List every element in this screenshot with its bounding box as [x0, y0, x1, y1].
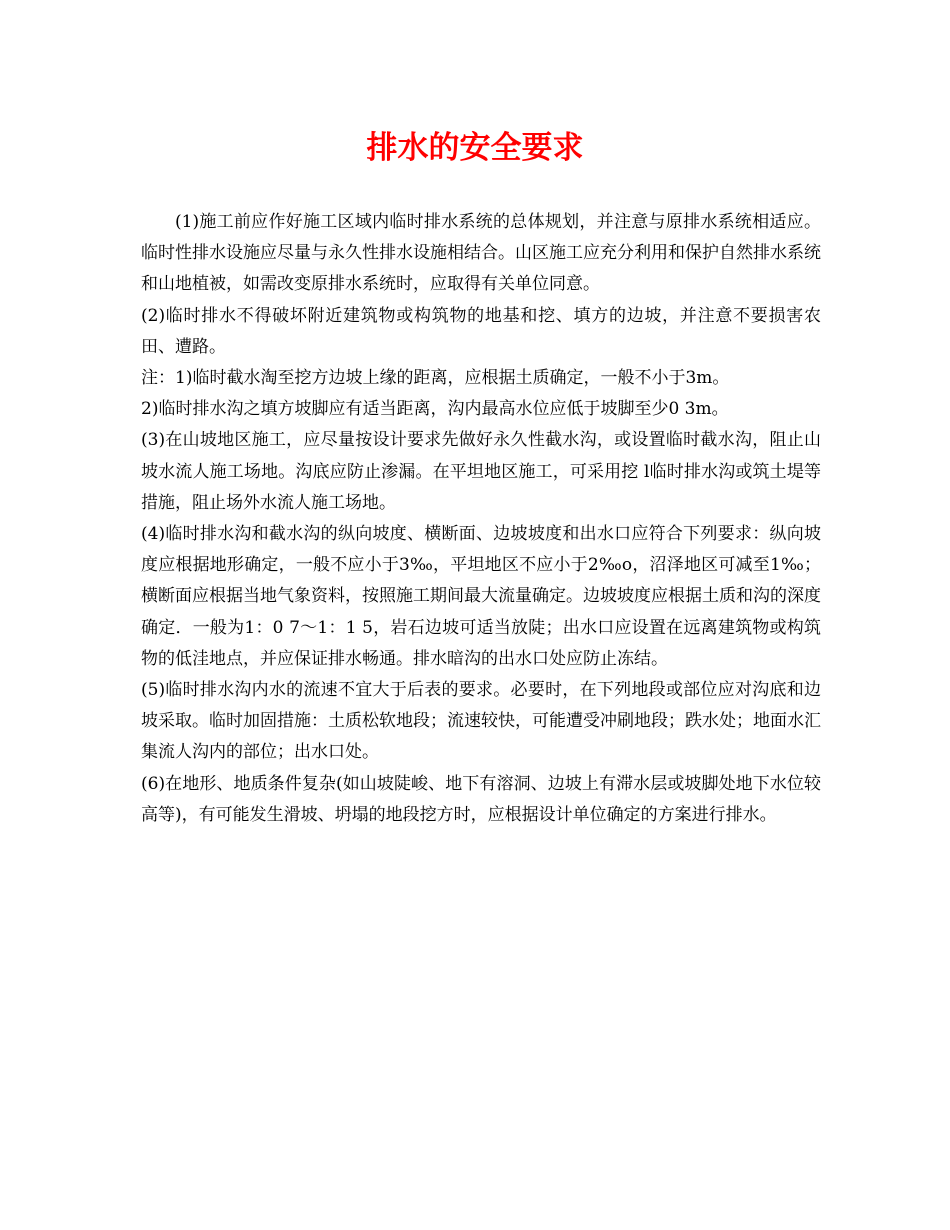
note-1: 注：1)临时截水淘至挖方边坡上缘的距离，应根据土质确定，一般不小于3m。 — [141, 368, 730, 389]
paragraph-6: (6)在地形、地质条件复杂(如山坡陡峻、地下有溶洞、边坡上有滞水层或坡脚处地下水位较高等)，有可能发生滑坡、坍塌的地段挖方时，应根据设计单位确定的方案进行排水。 — [141, 773, 821, 825]
paragraph-2: (2)临时排水不得破坏附近建筑物或构筑物的地基和挖、填方的边坡，并注意不要损害农田、遭路。 — [141, 305, 821, 357]
document-title: 排水的安全要求 — [366, 130, 584, 166]
paragraph-1: (1)施工前应作好施工区域内临时排水系统的总体规划，并注意与原排水系统相适应。临时性排水设施应尽量与永久性排水设施相结合。山区施工应充分利用和保护自然排水系统和山地植被，如需改变原排水系统时，应取得有关单位同意。 — [141, 212, 821, 295]
paragraph-4: (4)临时排水沟和截水沟的纵向坡度、横断面、边坡坡度和出水口应符合下列要求：纵向坡度应根据地形确定，一般不应小于3‰，平坦地区不应小于2‰o，沼泽地区可减至1‰；横断面应根据当地气象资料，按照施工期间最大流量确定。边坡坡度应根据土质和沟的深度确定．一般为1：0 7～1：1 5，岩石边坡可适当放陡；出水口应设置在远离建筑物或构筑物的低洼地点，并应保证排水畅通。排水暗沟的出水口处应防止冻结。 — [141, 524, 821, 669]
paragraph-5: (5)临时排水沟内水的流速不宜大于后表的要求。必要时，在下列地段或部位应对沟底和边坡采取。临时加固措施：土质松软地段；流速较快，可能遭受冲刷地段；跌水处；地面水汇集流人沟内的部位；出水口处。 — [141, 680, 821, 763]
note-2: 2)临时排水沟之填方坡脚应有适当距离，沟内最高水位应低于坡脚至少0 3m。 — [141, 399, 729, 420]
document-body — [141, 207, 821, 831]
paragraph-3: (3)在山坡地区施工，应尽量按设计要求先做好永久性截水沟，或设置临时截水沟，阻止山坡水流人施工场地。沟底应防止渗漏。在平坦地区施工，可采用挖 l临时排水沟或筑土堤等措施，阻止场外水流人施工场地。 — [141, 430, 821, 513]
